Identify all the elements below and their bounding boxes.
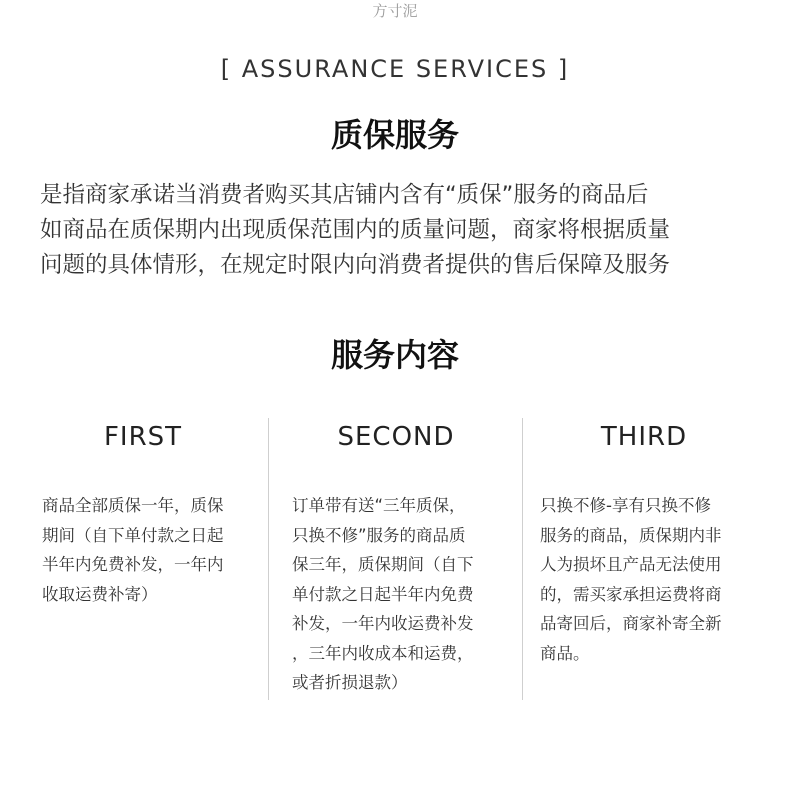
column-line: 补发，一年内收运费补发 — [292, 614, 474, 633]
column-line: 只换不修-享有只换不修 — [540, 496, 711, 515]
column-title-third: THIRD — [600, 422, 688, 452]
column-line: ，三年内收成本和运费， — [292, 643, 474, 663]
column-line: 保三年，质保期间（自下 — [292, 555, 474, 574]
column-line: 品寄回后，商家补寄全新 — [540, 614, 722, 633]
column-text-first — [42, 491, 257, 609]
column-title-first: FIRST — [103, 422, 183, 452]
column-text-second — [292, 491, 512, 698]
column-line: 商品。 — [540, 643, 590, 663]
heading-service-content: 服务内容 — [330, 336, 459, 374]
column-title-second: SECOND — [337, 422, 455, 452]
column-line: 服务的商品，质保期内非 — [540, 525, 722, 545]
column-line: 半年内免费补发，一年内 — [42, 555, 224, 574]
column-divider — [268, 418, 269, 700]
column-line: 的，需买家承担运费将商 — [540, 584, 722, 604]
column-line: 或者折损退款） — [292, 673, 408, 692]
watermark-logo: 方寸泥 — [372, 2, 418, 20]
intro-line: 问题的具体情形，在规定时限内向消费者提供的售后保障及服务 — [40, 252, 671, 278]
column-line: 单付款之日起半年内免费 — [292, 584, 474, 604]
intro-line: 是指商家承诺当消费者购买其店铺内含有“质保”服务的商品后 — [40, 182, 649, 208]
column-line: 只换不修”服务的商品质 — [292, 525, 466, 545]
column-line: 商品全部质保一年，质保 — [42, 496, 224, 515]
column-divider — [522, 418, 523, 700]
section-subtitle: [ ASSURANCE SERVICES ] — [220, 55, 570, 83]
intro-paragraph — [40, 178, 752, 283]
column-line: 期间（自下单付款之日起 — [42, 525, 224, 545]
column-line: 订单带有送“三年质保， — [292, 496, 466, 515]
column-text-third — [540, 491, 770, 668]
intro-line: 如商品在质保期内出现质保范围内的质量问题，商家将根据质量 — [40, 217, 671, 243]
column-line: 人为损坏且产品无法使用 — [540, 555, 722, 574]
column-line: 收取运费补寄） — [42, 584, 158, 604]
heading-warranty-service: 质保服务 — [330, 116, 459, 154]
